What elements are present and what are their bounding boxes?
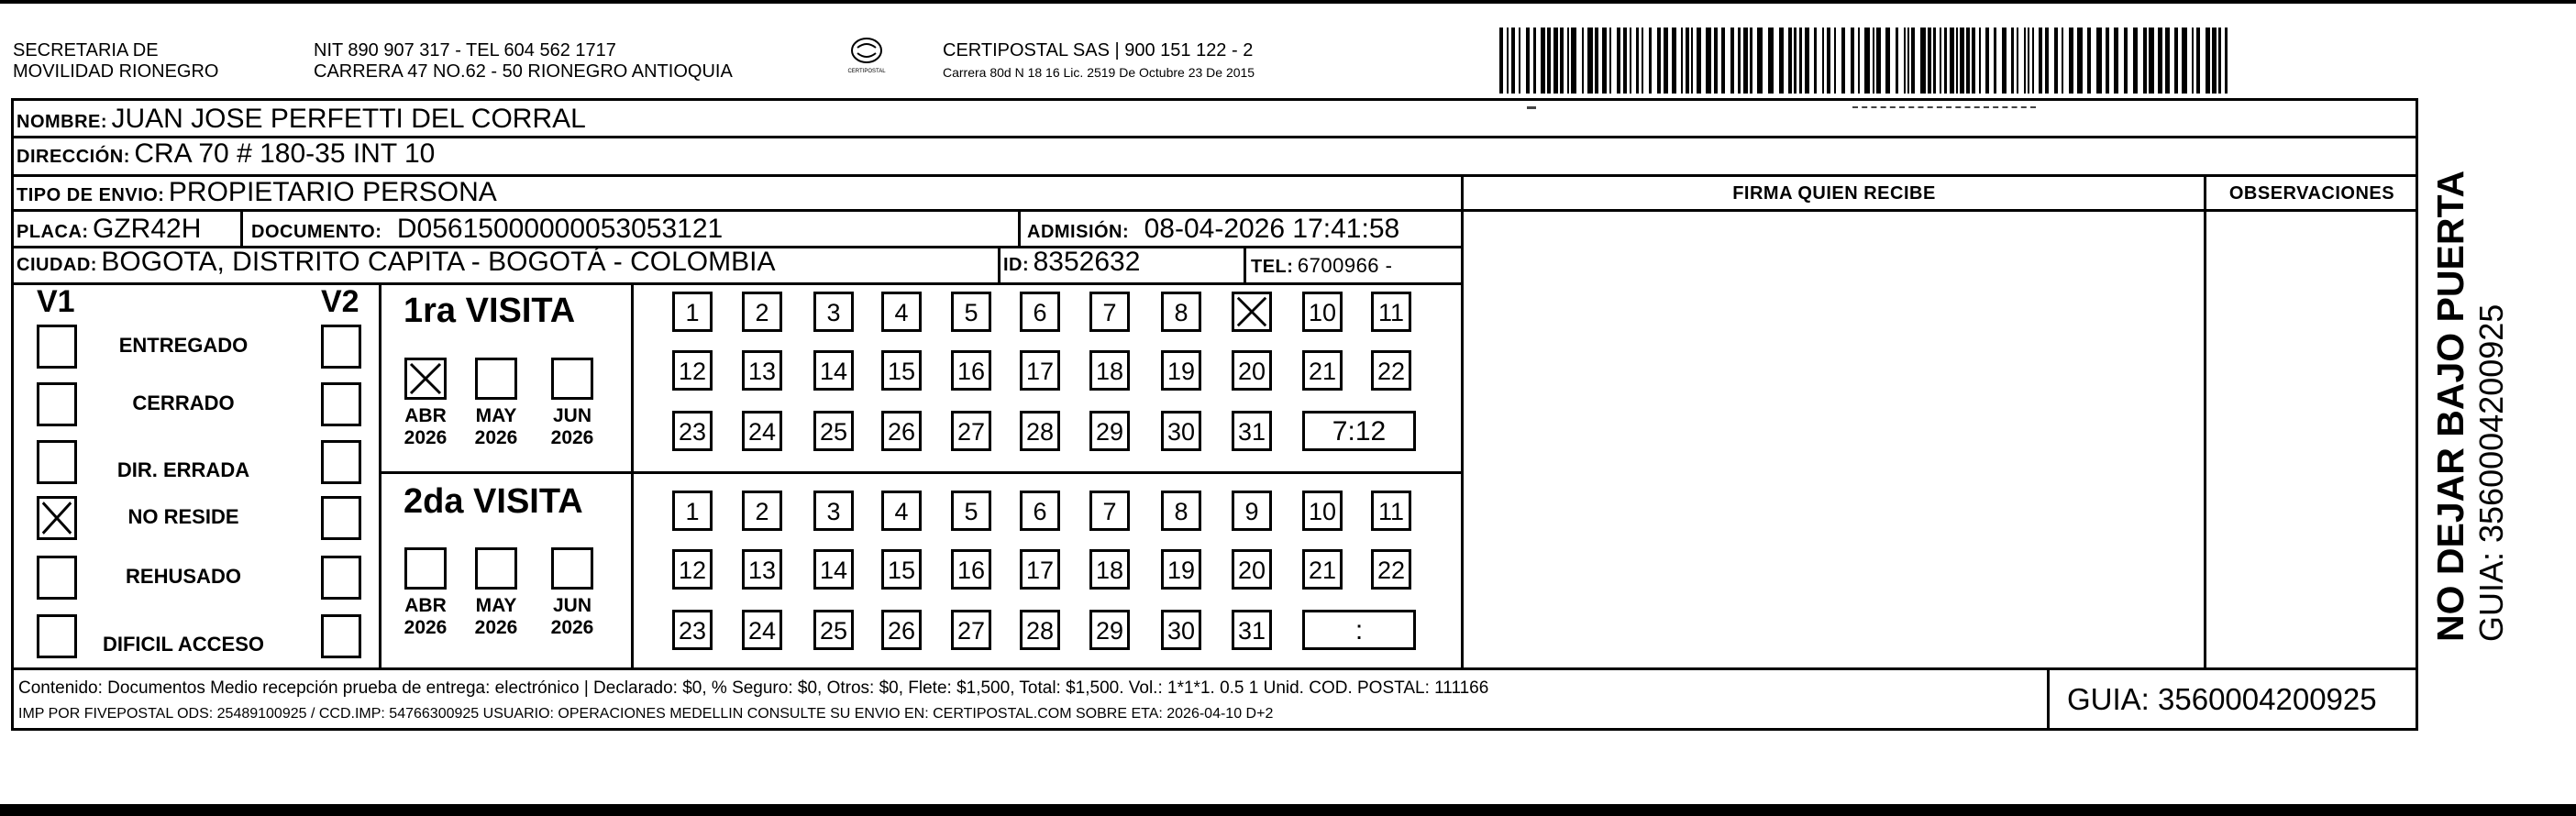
status-label: DIFICIL ACCESO <box>102 633 264 656</box>
nombre-label: NOMBRE: <box>17 112 108 132</box>
barcode-bar <box>1904 28 1906 94</box>
barcode-bar <box>2011 28 2014 94</box>
barcode-bar <box>1928 28 1931 94</box>
barcode-bar <box>1956 28 1958 94</box>
barcode-bar <box>1547 28 1551 94</box>
day-box[interactable]: 17 <box>1020 350 1060 391</box>
barcode-bar <box>1691 28 1693 94</box>
side-text <box>2428 128 2520 642</box>
barcode-bar <box>2002 28 2007 94</box>
barcode-bar <box>1623 28 1627 94</box>
time-box[interactable]: 7:12 <box>1302 411 1416 451</box>
tel-value: 6700966 - <box>1297 254 1393 277</box>
barcode-bar <box>1972 28 1975 94</box>
barcode <box>1499 28 2233 94</box>
admision-label: ADMISIÓN: <box>1027 222 1130 242</box>
month-label <box>400 405 451 449</box>
day-box[interactable]: 30 <box>1161 610 1201 650</box>
barcode-bar <box>1617 28 1620 94</box>
footer-guia-left <box>2047 667 2050 731</box>
month-year: 2026 <box>550 617 594 638</box>
barcode-bar <box>1960 28 1964 94</box>
barcode-bar <box>1750 28 1752 94</box>
day-box[interactable]: 13 <box>742 549 782 590</box>
barcode-bar <box>2087 28 2091 94</box>
col-divider <box>998 246 1001 282</box>
day-box[interactable]: 31 <box>1232 610 1272 650</box>
barcode-bar <box>1664 28 1668 94</box>
barcode-bar <box>1814 28 1817 94</box>
row-placa <box>17 213 201 250</box>
footer-print-info: IMP POR FIVEPOSTAL ODS: 25489100925 / CCD.IMP: 54766300925 USUARIO: OPERACIONES MEDELLIN CONSULTE SU ENVIO EN: CERTIPOSTAL.COM SOBRE ETA: 2026-04-10 D+2 <box>18 706 1274 722</box>
barcode-bar <box>2192 28 2194 94</box>
day-box[interactable]: 22 <box>1371 549 1411 590</box>
day-box[interactable]: 4 <box>881 491 922 531</box>
bottom-border <box>0 804 2576 816</box>
status-label: NO RESIDE <box>127 505 239 528</box>
day-box[interactable]: 22 <box>1371 350 1411 391</box>
month-checkbox[interactable] <box>551 358 593 400</box>
top-border <box>0 0 2576 4</box>
barcode-bar <box>1582 28 1584 94</box>
barcode-bar <box>1567 28 1569 94</box>
day-box[interactable]: 6 <box>1020 491 1060 531</box>
day-box[interactable]: 20 <box>1232 350 1272 391</box>
day-box[interactable]: 7 <box>1089 292 1130 332</box>
day-box[interactable]: 18 <box>1089 350 1130 391</box>
barcode-bar <box>2028 28 2029 94</box>
tel-label: TEL: <box>1251 257 1294 277</box>
day-box[interactable]: 6 <box>1020 292 1060 332</box>
day-box[interactable]: 29 <box>1089 411 1130 451</box>
org-address: CARRERA 47 NO.62 - 50 RIONEGRO ANTIOQUIA <box>314 61 733 82</box>
barcode-bar <box>1994 28 1996 94</box>
courier-info <box>943 40 1255 80</box>
day-box[interactable]: 21 <box>1302 549 1343 590</box>
barcode-bar <box>1907 28 1909 94</box>
month-label <box>547 595 598 639</box>
barcode-bar <box>1799 28 1802 94</box>
barcode-bar <box>1794 28 1797 94</box>
day-box[interactable]: 3 <box>813 491 854 531</box>
row-nombre <box>17 103 586 140</box>
barcode-bar <box>1885 28 1890 94</box>
barcode-bar <box>2077 28 2083 94</box>
barcode-bar <box>1499 28 1503 94</box>
v2-checkbox[interactable] <box>321 325 361 369</box>
day-box[interactable]: 17 <box>1020 549 1060 590</box>
org-contact <box>314 40 733 83</box>
col-divider <box>240 209 243 246</box>
row-tipo <box>17 176 497 214</box>
row-admision <box>1027 213 1399 250</box>
month-year: 2026 <box>474 427 518 448</box>
col-divider <box>1018 209 1021 246</box>
day-box[interactable]: 1 <box>672 491 713 531</box>
nombre-value: JUAN JOSE PERFETTI DEL CORRAL <box>111 104 586 134</box>
day-box[interactable]: 13 <box>742 350 782 391</box>
barcode-bar <box>1657 28 1661 94</box>
day-box[interactable]: 11 <box>1371 491 1411 531</box>
day-box[interactable]: 7 <box>1089 491 1130 531</box>
barcode-bar <box>1979 28 1981 94</box>
v2-header: V2 <box>321 284 359 319</box>
barcode-bar <box>2206 28 2210 94</box>
barcode-bar <box>1743 28 1748 94</box>
day-box[interactable]: 3 <box>813 292 854 332</box>
barcode-bar <box>1768 28 1774 94</box>
day-box[interactable]: 12 <box>672 549 713 590</box>
day-box[interactable]: 21 <box>1302 350 1343 391</box>
month-label <box>400 595 451 639</box>
time-box[interactable]: : <box>1302 610 1416 650</box>
barcode-bar <box>1950 28 1954 94</box>
status-label: ENTREGADO <box>118 334 249 357</box>
day-box[interactable]: 8 <box>1161 491 1201 531</box>
day-box[interactable]: 28 <box>1020 610 1060 650</box>
barcode-bar <box>1911 28 1915 94</box>
barcode-bar <box>2212 28 2217 94</box>
barcode-bar <box>1822 28 1824 94</box>
day-box[interactable]: 5 <box>951 292 991 332</box>
day-box[interactable]: 19 <box>1161 350 1201 391</box>
v1-checkbox[interactable] <box>37 614 77 658</box>
barcode-bar <box>1609 28 1611 94</box>
barcode-bar <box>2039 28 2042 94</box>
barcode-bar <box>1571 28 1576 94</box>
month-name: MAY <box>475 405 517 426</box>
month-name: ABR <box>404 595 447 616</box>
day-box[interactable]: 26 <box>881 411 922 451</box>
barcode-bar <box>1933 28 1936 94</box>
side-guia: GUIA: 3560004200925 <box>2472 303 2510 642</box>
day-box[interactable]: 2 <box>742 292 782 332</box>
day-box[interactable]: 1 <box>672 292 713 332</box>
barcode-bar <box>1873 28 1874 94</box>
day-box[interactable]: 14 <box>813 549 854 590</box>
barcode-bar <box>2133 28 2138 94</box>
month-name: JUN <box>552 595 591 616</box>
barcode-bar <box>2024 28 2026 94</box>
id-value: 8352632 <box>1033 247 1141 277</box>
v1-checkbox[interactable] <box>37 440 77 484</box>
barcode-bar <box>1876 28 1881 94</box>
day-box[interactable]: 15 <box>881 549 922 590</box>
barcode-bar <box>1649 28 1652 94</box>
id-label: ID: <box>1003 255 1030 275</box>
day-box[interactable]: 5 <box>951 491 991 531</box>
barcode-bar <box>1706 28 1711 94</box>
barcode-bar <box>1714 28 1718 94</box>
observaciones-header: OBSERVACIONES <box>2228 183 2395 204</box>
placa-label: PLACA: <box>17 222 89 242</box>
month-year: 2026 <box>550 427 594 448</box>
day-box[interactable]: 14 <box>813 350 854 391</box>
courier-name: CERTIPOSTAL SAS | 900 151 122 - 2 <box>943 40 1254 61</box>
month-checkbox[interactable] <box>475 358 517 400</box>
row-divider <box>11 282 1463 285</box>
status-label: REHUSADO <box>126 565 241 588</box>
barcode-bar <box>1779 28 1784 94</box>
barcode-bar <box>1541 28 1545 94</box>
tipo-label: TIPO DE ENVIO: <box>17 185 165 205</box>
ciudad-label: CIUDAD: <box>17 255 97 275</box>
firma-header: FIRMA QUIEN RECIBE <box>1732 183 1936 204</box>
barcode-bar <box>2017 28 2018 94</box>
barcode-bar <box>2096 28 2102 94</box>
month-checkbox[interactable] <box>404 547 447 590</box>
month-checkbox[interactable] <box>551 547 593 590</box>
month-name: MAY <box>475 595 517 616</box>
documento-value: D05615000000053053121 <box>396 214 724 244</box>
row-documento <box>251 213 723 250</box>
org-name <box>13 40 218 83</box>
barcode-bar <box>1587 28 1593 94</box>
month-year: 2026 <box>404 427 448 448</box>
barcode-bar <box>1730 28 1734 94</box>
logo-icon <box>850 37 883 64</box>
status-col-right <box>379 282 381 667</box>
barcode-bar <box>1920 28 1926 94</box>
day-box[interactable]: 29 <box>1089 610 1130 650</box>
barcode-bar <box>1630 28 1631 94</box>
barcode-bar <box>2143 28 2147 94</box>
row-direccion <box>17 138 435 175</box>
month-label <box>547 405 598 449</box>
barcode-bar <box>1636 28 1639 94</box>
org-line1: SECRETARIA DE <box>13 40 159 61</box>
logo-text: CERTIPOSTAL <box>847 69 886 74</box>
day-box[interactable]: 11 <box>1371 292 1411 332</box>
day-box[interactable]: 23 <box>672 610 713 650</box>
v1-checkbox[interactable] <box>37 496 77 540</box>
month-checkbox[interactable] <box>475 547 517 590</box>
day-box[interactable]: 28 <box>1020 411 1060 451</box>
v2-checkbox[interactable] <box>321 614 361 658</box>
barcode-bar <box>2218 28 2221 94</box>
month-year: 2026 <box>474 617 518 638</box>
v2-checkbox[interactable] <box>321 382 361 426</box>
barcode-bar <box>1944 28 1947 94</box>
day-box[interactable]: 24 <box>742 610 782 650</box>
day-box[interactable]: 15 <box>881 350 922 391</box>
visit1-title: 1ra VISITA <box>404 292 576 330</box>
v1-checkbox[interactable] <box>37 382 77 426</box>
barcode-bar <box>1827 28 1830 94</box>
v1-checkbox[interactable] <box>37 325 77 369</box>
org-nit: NIT 890 907 317 - TEL 604 562 1717 <box>314 40 616 61</box>
footer-guia: GUIA: 3560004200925 <box>2067 682 2377 716</box>
tipo-value: PROPIETARIO PERSONA <box>168 177 497 207</box>
barcode-bar <box>1560 28 1564 94</box>
month-label <box>470 405 522 449</box>
day-box[interactable]: 19 <box>1161 549 1201 590</box>
v1-checkbox[interactable] <box>37 556 77 600</box>
barcode-bar <box>1757 28 1763 94</box>
courier-license: Carrera 80d N 18 16 Lic. 2519 De Octubre 23 De 2015 <box>943 65 1255 80</box>
barcode-bar <box>1697 28 1701 94</box>
barcode-bar <box>2182 28 2187 94</box>
day-box[interactable]: 27 <box>951 610 991 650</box>
barcode-bar <box>1896 28 1898 94</box>
day-box[interactable]: 31 <box>1232 411 1272 451</box>
barcode-bar <box>1553 28 1558 94</box>
month-year: 2026 <box>404 617 448 638</box>
visit-col-right <box>631 282 634 667</box>
barcode-bar <box>1519 28 1520 94</box>
day-box[interactable]: 24 <box>742 411 782 451</box>
day-box[interactable]: 12 <box>672 350 713 391</box>
barcode-bar <box>1985 28 1989 94</box>
barcode-bar <box>1511 28 1515 94</box>
barcode-bar <box>1864 28 1870 94</box>
barcode-bar <box>1858 28 1860 94</box>
day-box[interactable]: 23 <box>672 411 713 451</box>
barcode-bar <box>2062 28 2063 94</box>
month-name: ABR <box>404 405 447 426</box>
status-label: CERRADO <box>132 391 235 414</box>
month-name: JUN <box>552 405 591 426</box>
barcode-bar <box>2149 28 2154 94</box>
day-box[interactable]: 26 <box>881 610 922 650</box>
barcode-bar <box>1805 28 1809 94</box>
row-divider <box>11 209 2418 212</box>
day-box[interactable] <box>1232 292 1272 332</box>
barcode-bar <box>2174 28 2178 94</box>
row-ciudad <box>17 246 775 283</box>
barcode-bar <box>1642 28 1643 94</box>
barcode-bar <box>2158 28 2162 94</box>
obs-col-left <box>2204 174 2206 667</box>
day-box[interactable]: 25 <box>813 610 854 650</box>
barcode-bar <box>1602 28 1607 94</box>
footer-top <box>11 667 2418 670</box>
day-box[interactable]: 25 <box>813 411 854 451</box>
direccion-value: CRA 70 # 180-35 INT 10 <box>134 138 436 169</box>
barcode-bar <box>1533 28 1536 94</box>
day-box[interactable]: 10 <box>1302 292 1343 332</box>
v1-header: V1 <box>37 284 75 319</box>
barcode-bar <box>2165 28 2170 94</box>
day-box[interactable]: 9 <box>1232 491 1272 531</box>
barcode-bar <box>1841 28 1845 94</box>
day-box[interactable]: 16 <box>951 549 991 590</box>
firma-col-left <box>1461 174 1464 667</box>
barcode-bar <box>1738 28 1741 94</box>
day-box[interactable]: 27 <box>951 411 991 451</box>
ciudad-value: BOGOTA, DISTRITO CAPITA - BOGOTÁ - COLOMBIA <box>101 247 776 277</box>
barcode-bar <box>2225 28 2228 94</box>
barcode-bar <box>1526 28 1530 94</box>
day-box[interactable]: 2 <box>742 491 782 531</box>
barcode-bar <box>1851 28 1854 94</box>
barcode-bar <box>2114 28 2118 94</box>
day-box[interactable]: 8 <box>1161 292 1201 332</box>
placa-value: GZR42H <box>93 214 202 244</box>
barcode-bar <box>1834 28 1836 94</box>
row-tel <box>1251 249 1392 285</box>
certipostal-logo <box>844 37 890 75</box>
barcode-bar <box>2032 28 2034 94</box>
barcode-bar <box>2106 28 2109 94</box>
documento-label: DOCUMENTO: <box>251 222 382 242</box>
admision-value: 08-04-2026 17:41:58 <box>1144 214 1400 244</box>
month-checkbox[interactable] <box>404 358 447 400</box>
side-warning: NO DEJAR BAJO PUERTA <box>2429 170 2471 642</box>
barcode-bar <box>2124 28 2128 94</box>
day-box[interactable]: 20 <box>1232 549 1272 590</box>
footer-content: Contenido: Documentos Medio recepción prueba de entrega: electrónico | Declarado: $0, % Seguro: $0, Otros: $0, Flete: $1,500, Total: $1,500. Vol.: 1*1*1. 0.5 1 Unid. COD. POSTAL: 111166 <box>18 678 1489 698</box>
barcode-bar <box>1595 28 1598 94</box>
barcode-bar <box>2054 28 2058 94</box>
status-label: DIR. ERRADA <box>116 458 250 481</box>
barcode-bar <box>2196 28 2200 94</box>
direccion-label: DIRECCIÓN: <box>17 147 130 167</box>
day-box[interactable]: 4 <box>881 292 922 332</box>
v2-checkbox[interactable] <box>321 556 361 600</box>
barcode-bar <box>2045 28 2049 94</box>
day-box[interactable]: 30 <box>1161 411 1201 451</box>
v2-checkbox[interactable] <box>321 496 361 540</box>
barcode-bar <box>1681 28 1683 94</box>
day-box[interactable]: 18 <box>1089 549 1130 590</box>
day-box[interactable]: 10 <box>1302 491 1343 531</box>
barcode-bar <box>1686 28 1689 94</box>
visit2-title: 2da VISITA <box>404 482 583 521</box>
org-line2: MOVILIDAD RIONEGRO <box>13 61 219 82</box>
day-box[interactable]: 16 <box>951 350 991 391</box>
barcode-bar <box>1507 28 1509 94</box>
row-id <box>1003 246 1140 283</box>
visit-divider <box>379 471 1461 474</box>
barcode-bar <box>1721 28 1725 94</box>
barcode-bar <box>2069 28 2073 94</box>
month-label <box>470 595 522 639</box>
col-divider <box>1244 246 1246 282</box>
v2-checkbox[interactable] <box>321 440 361 484</box>
barcode-bar <box>1672 28 1676 94</box>
barcode-bar <box>1788 28 1792 94</box>
barcode-bar <box>1966 28 1970 94</box>
barcode-bar <box>1940 28 1941 94</box>
